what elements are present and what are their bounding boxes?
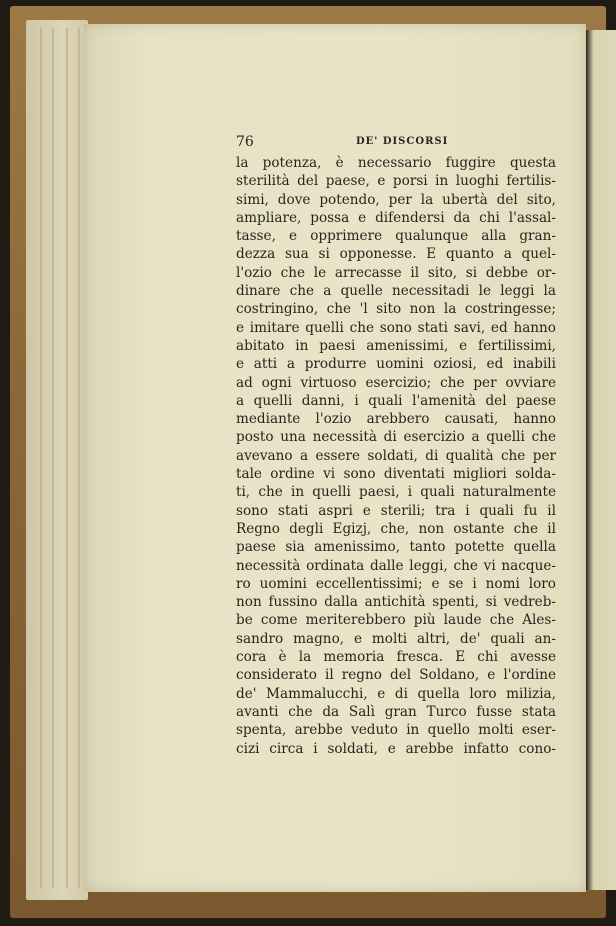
text-line: costringino, che 'l sito non la costringesse; <box>236 301 556 318</box>
text-line: ro uomini eccellentissimi; e se i nomi loro <box>236 575 556 592</box>
page-edge-line <box>40 28 42 888</box>
facing-page-edge <box>586 30 616 890</box>
text-line: de' Mammalucchi, e di quella loro milizia, <box>236 685 556 702</box>
text-line: la potenza, è necessario fuggire questa <box>236 155 556 171</box>
text-line: avanti che da Salì gran Turco fusse stata <box>236 703 556 720</box>
text-line: ampliare, possa e difendersi da chi l'assal- <box>236 209 556 226</box>
text-line: sono stati aspri e sterili; tra i quali fu il <box>236 502 556 519</box>
body-text <box>236 154 556 758</box>
text-line: cora è la memoria fresca. E chi avesse <box>236 649 556 666</box>
page-text-block <box>236 134 556 758</box>
page-edge-line <box>52 28 54 888</box>
running-head: DE' DISCORSI <box>356 136 449 147</box>
text-line: ti, che in quelli paesi, i quali naturalmente <box>236 484 556 501</box>
text-line: a quelli danni, i quali l'amenità del paese <box>236 392 556 409</box>
text-line: l'ozio che le arrecasse il sito, si debbe or- <box>236 264 556 281</box>
page-edge-line <box>66 28 68 888</box>
text-line: abitato in paesi amenissimi, e fertilissimi, <box>236 337 556 354</box>
text-line: tale ordine vi sono diventati migliori solda- <box>236 466 556 483</box>
text-line: paese sia amenissimo, tanto potette quella <box>236 539 556 556</box>
text-line: ad ogni virtuoso esercizio; che per ovviare <box>236 374 556 391</box>
text-line: sandro magno, e molti altri, de' quali an- <box>236 630 556 647</box>
text-line: necessità ordinata dalle leggi, che vi nacque- <box>236 557 556 574</box>
text-line: e imitare quelli che sono stati savi, ed hanno <box>236 319 556 336</box>
text-line: sterilità del paese, e porsi in luoghi fertilis- <box>236 173 556 190</box>
text-line: tasse, e opprimere qualunque alla gran- <box>236 228 556 245</box>
page-header <box>236 134 556 154</box>
page-edge-line <box>78 28 80 888</box>
text-line: cizi circa i soldati, e arebbe infatto cono- <box>236 740 556 757</box>
text-line: posto una necessità di esercizio a quelli che <box>236 429 556 446</box>
text-line: spenta, arebbe veduto in quello molti eser- <box>236 722 556 739</box>
text-line: considerato il regno del Soldano, e l'ordine <box>236 667 556 684</box>
text-line: be come meriterebbero più laude che Ales- <box>236 612 556 629</box>
page-number: 76 <box>236 134 254 150</box>
text-line: e atti a produrre uomini oziosi, ed inabili <box>236 356 556 373</box>
text-line: dinare che a quelle necessitadi le leggi la <box>236 283 556 300</box>
text-line: mediante l'ozio arebbero causati, hanno <box>236 411 556 428</box>
text-line: dezza sua si opponesse. E quanto a quel- <box>236 246 556 263</box>
text-line: avevano a essere soldati, di qualità che per <box>236 447 556 464</box>
text-line: simi, dove potendo, per la ubertà del sito, <box>236 191 556 208</box>
text-line: non fussino dalla antichità spenti, si vedreb- <box>236 594 556 611</box>
text-line: Regno degli Egizj, che, non ostante che il <box>236 520 556 537</box>
